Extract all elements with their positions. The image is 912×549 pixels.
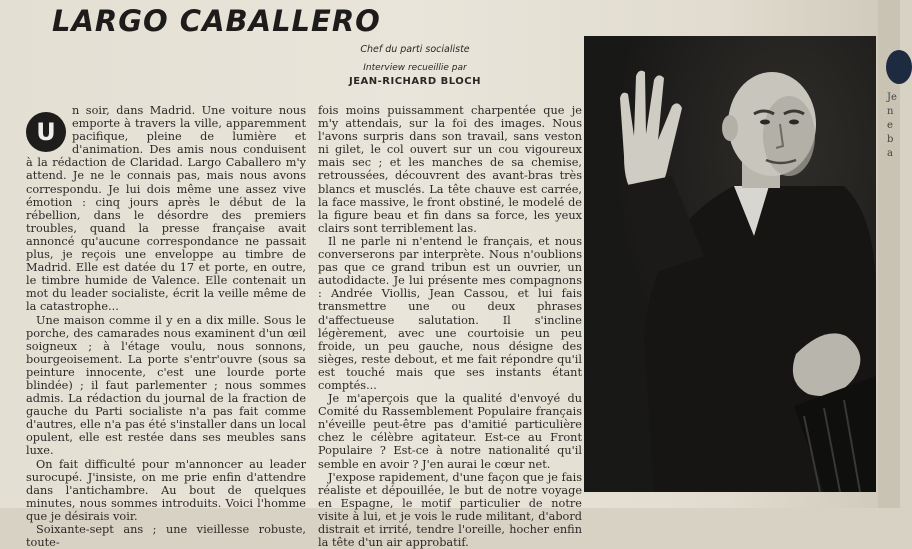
- paragraph: J'expose rapidement, d'une façon que je fais réaliste et dépouillée, le but de notre voyage en Espagne, le motif particulier de notre visite à lui, et je vois le rude militant, d'abord distrait et irrité, tendre l'oreille, hocher enfin la tête d'un air approbatif.: [318, 470, 582, 549]
- paragraph: Soixante-sept ans ; une vieillesse robuste, toute-: [26, 523, 306, 549]
- edge-text-line: a: [887, 148, 893, 159]
- edge-text-line: n: [887, 106, 894, 117]
- edge-text-line: b: [887, 134, 894, 145]
- paragraph: On fait difficulté pour m'annoncer au leader surocupé. J'insiste, on me prie enfin d'attendre dans l'antichambre. Au bout de quelques minutes, nous sommes introduits. Voici l'homme que je désirais voir.: [26, 457, 306, 523]
- edge-text-line: Je: [887, 92, 897, 103]
- article-column-1: [26, 104, 306, 549]
- article-title: LARGO CABALLERO: [52, 4, 381, 38]
- paragraph: Il ne parle ni n'entend le français, et nous converserons par interprète. Nous n'oublions pas que ce grand tribun est un ouvrier, un autodidacte. Je lui présente mes compagnons : Andrée Viollis, Jean Cassou, et lui fais transmettre une ou deux phrases d'affectueuse salutation. Il s'incline légèrement, avec une courtoisie un peu froide, un peu gauche, nous désigne des sièges, reste debout, et me fait répondre qu'il est touché mais que ses instants étant comptés...: [318, 234, 582, 392]
- edge-circle-mark: [886, 50, 912, 84]
- paragraph: Je m'aperçois que la qualité d'envoyé du Comité du Rassemblement Populaire français n'éveille peut-être pas d'amitié particulière chez le célèbre agitateur. Est-ce au Front Populaire ? Est-ce à notre nationalité qu'il semble en avoir ? J'en aurai le cœur net.: [318, 392, 582, 471]
- byline-author: JEAN-RICHARD BLOCH: [348, 76, 481, 87]
- portrait-photo: [584, 36, 876, 492]
- paragraph: n soir, dans Madrid. Une voiture nous emporte à travers la ville, apparemment pacifique, pleine de lumière et d'animation. Des amis nous conduisent à la rédaction de Claridad. Largo Caballero m'y attend. Je ne le connais pas, mais nous avons correspondu. Je lui dois même une assez vive émotion : cinq jours après le début de la rébellion, dans le désordre des premiers troubles, quand la presse française avait annoncé qu'aucune correspondance ne passait plus, je reçois une enveloppe au timbre de Madrid. Elle est datée du 17 et porte, en outre, le timbre humide de Valence. Elle contenait un mot du leader socialiste, écrit la veille même de la catastrophe...: [26, 104, 306, 314]
- drop-cap: U: [26, 112, 66, 152]
- article-subtitle: Chef du parti socialiste: [360, 44, 470, 55]
- portrait-illustration: [584, 36, 876, 492]
- paragraph: Une maison comme il y en a dix mille. Sous le porche, des camarades nous examinent d'un œil soigneux ; à l'étage voulu, nous sonnons, bourgeoisement. La porte s'entr'ouvre (sous sa peinture innocente, c'est une lourde porte blindée) ; il faut parlementer ; nous sommes admis. La rédaction du journal de la fraction de gauche du Parti socialiste n'a pas fait comme d'autres, elle n'a pas été s'installer dans un local opulent, elle est restée dans ses meubles sans luxe.: [26, 313, 306, 458]
- byline-intro: Interview recueillie par: [363, 63, 467, 73]
- article-column-2: [318, 104, 582, 549]
- edge-text-line: e: [887, 120, 893, 131]
- paragraph: fois moins puissamment charpentée que je m'y attendais, sur la foi des images. Nous l'avons surpris dans son travail, sans veston ni gilet, le col ouvert sur un cou vigoureux mais sec ; et les manches de sa chemise, retroussées, découvrent des avant-bras très blancs et musclés. La tête chauve est carrée, la face massive, le front obstiné, le modelé de la figure beau et fin dans sa force, les yeux clairs sont terriblement las.: [318, 104, 582, 235]
